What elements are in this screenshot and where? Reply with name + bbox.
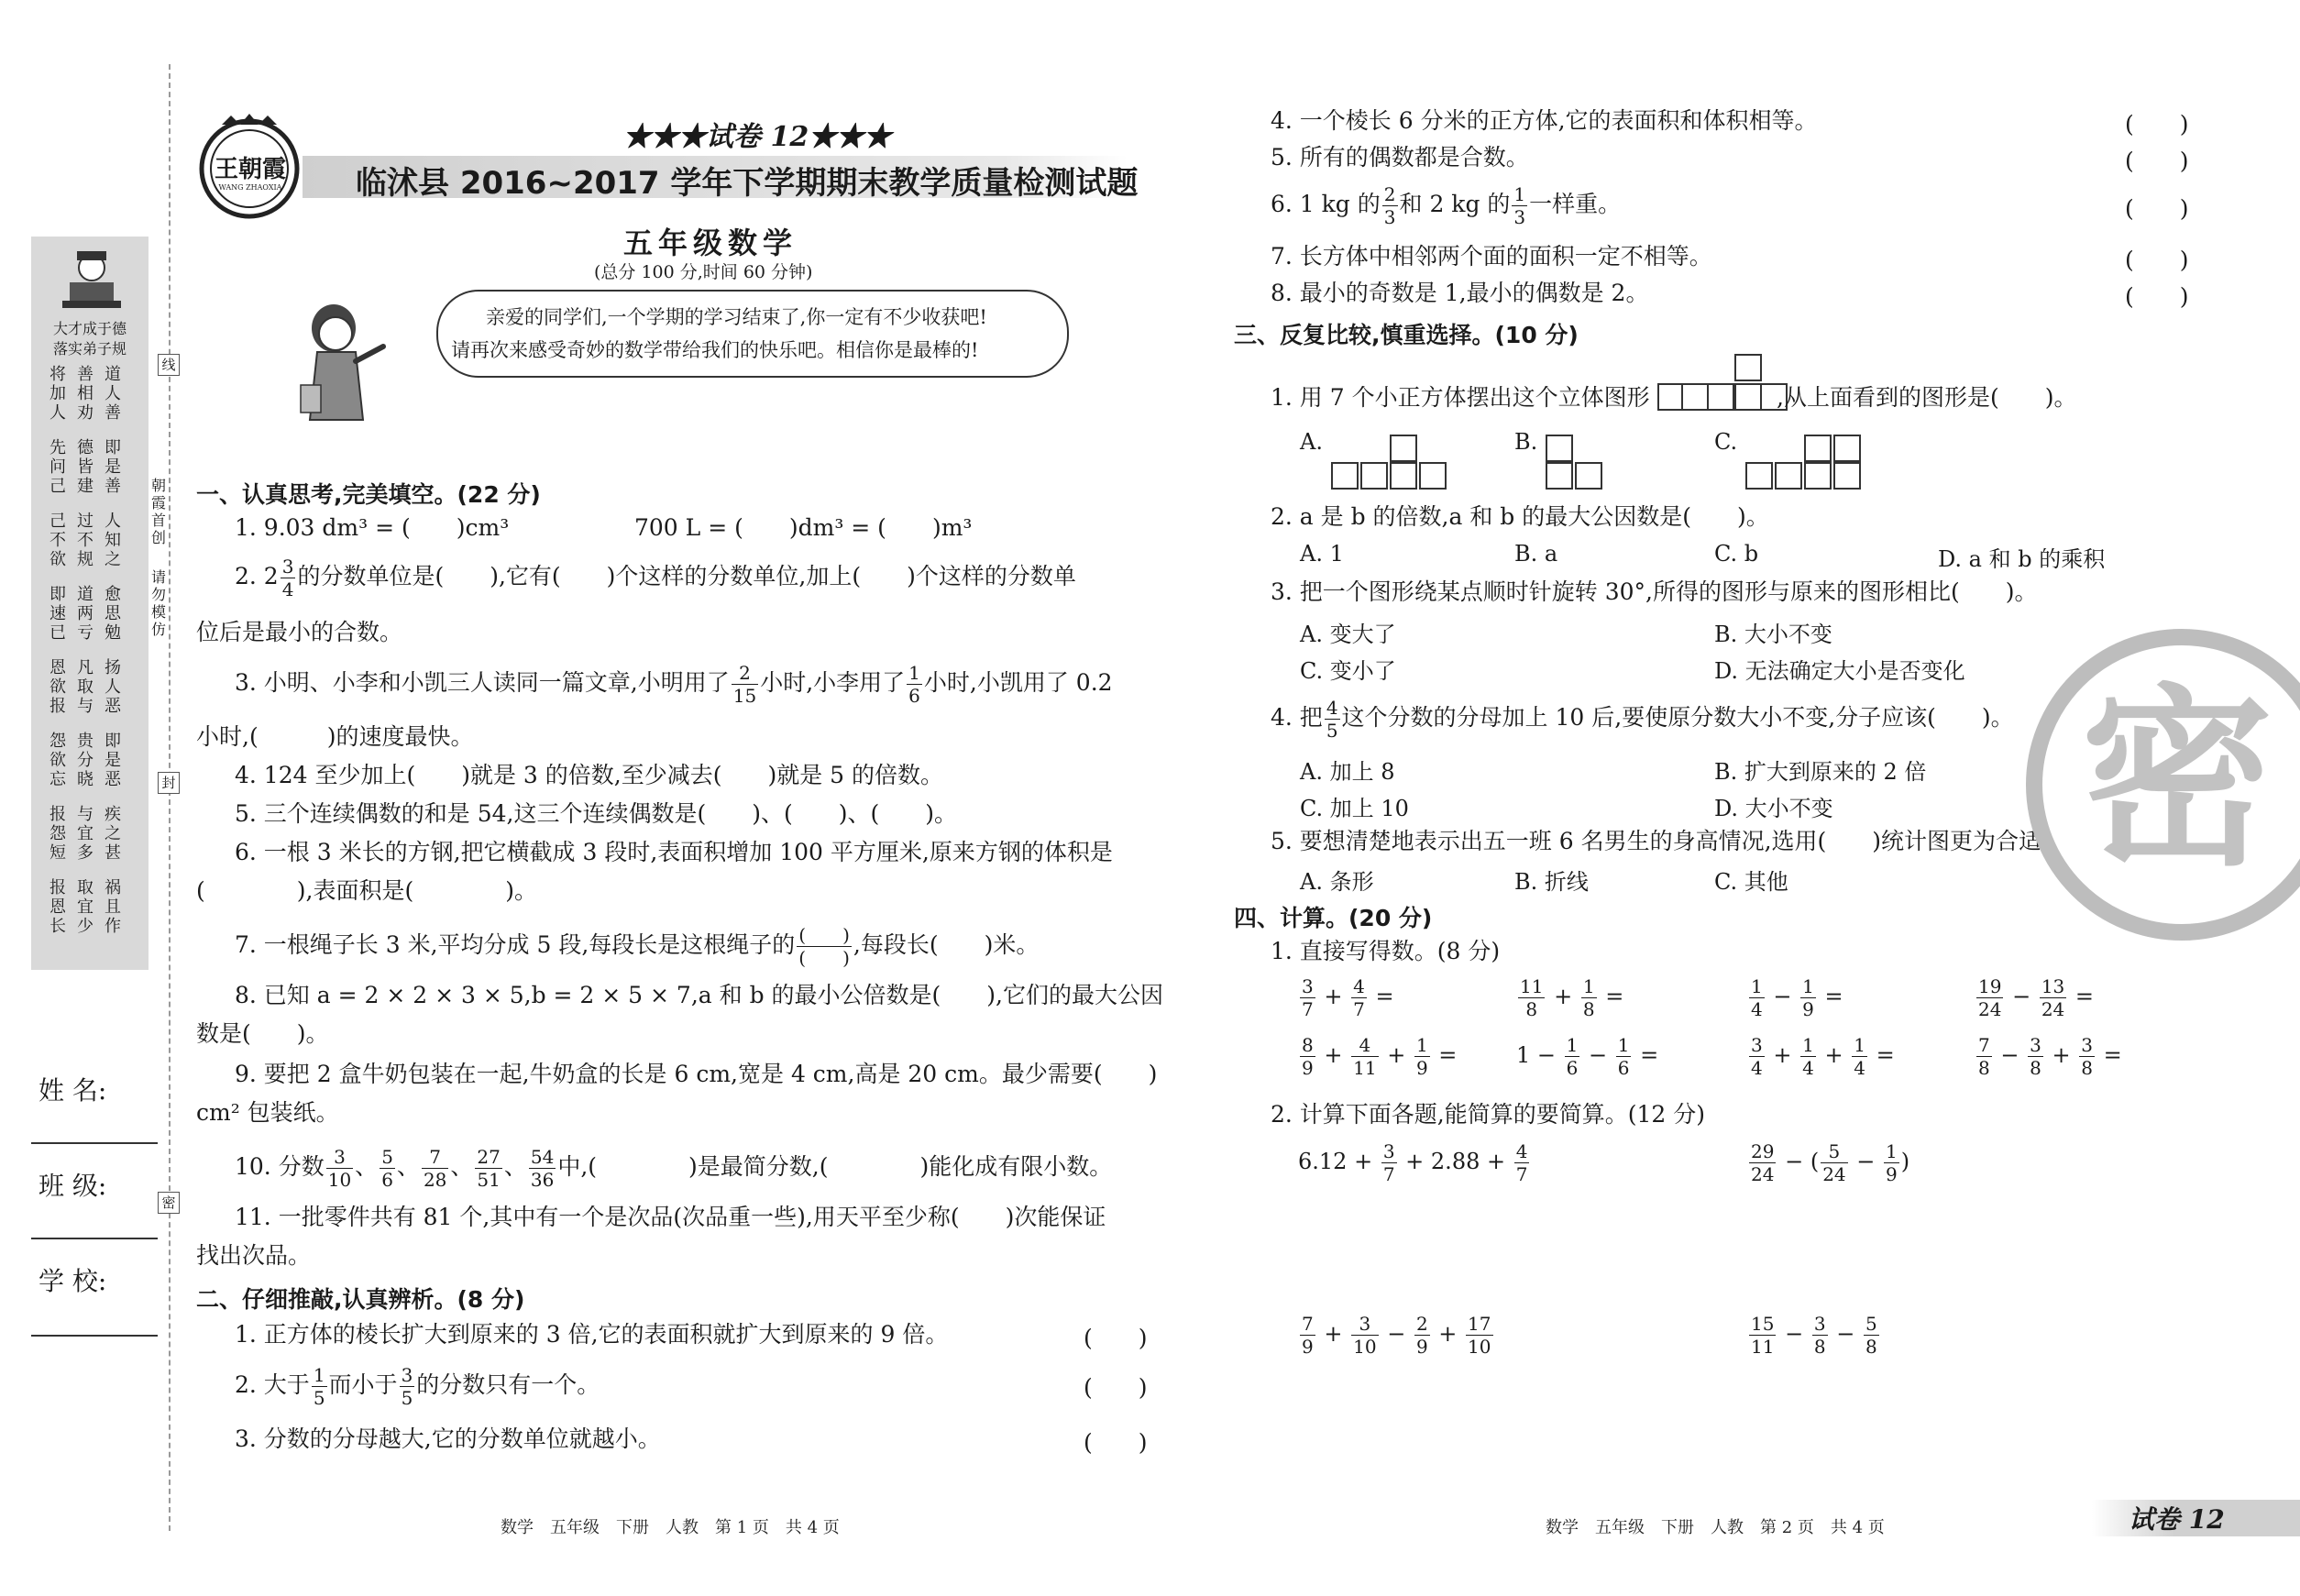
- section3-title: 三、反复比较,慎重选择。(10 分): [1234, 322, 1579, 348]
- footer-badge: 试卷 12: [2129, 1504, 2225, 1535]
- s2-q4-answer-blank[interactable]: ( ): [2125, 111, 2189, 138]
- s3-q4-option-c[interactable]: C. 加上 10: [1300, 796, 1409, 821]
- calc-2-3: $\frac{3}{4}$ + $\frac{1}{4}$ + $\frac{1}{4}$ =: [1751, 1034, 1895, 1079]
- greeting-line-1: 亲爱的同学们,一个学期的学习结束了,你一定有不少收获吧!: [486, 306, 987, 328]
- s1-q7: 7. 一根绳子长 3 米,平均分成 5 段,每段长是这根绳子的 $\frac{( )}{( )}$ ,每段长( )米。: [235, 924, 1040, 969]
- section1-title: 一、认真思考,完美填空。(22 分): [196, 481, 541, 508]
- school-field-label: 学 校:: [39, 1266, 107, 1296]
- sidebar-verse-column: 道两亏: [77, 585, 94, 643]
- s2-q5: 5. 所有的偶数都是合数。: [1271, 144, 1529, 171]
- s2-q5-answer-blank[interactable]: ( ): [2125, 148, 2189, 174]
- sidebar-verse-column: 祸且作: [105, 878, 121, 936]
- calc-2-2: 1 − $\frac{1}{6}$ − $\frac{1}{6}$ =: [1516, 1034, 1659, 1079]
- seal-mark-bottom: 密: [158, 1192, 180, 1214]
- s4-sub2: 2. 计算下面各题,能简算的要简算。(12 分): [1271, 1101, 1706, 1128]
- series-label: ★★★试卷 12★★★: [623, 121, 892, 153]
- name-field-label: 姓 名:: [39, 1075, 107, 1106]
- cartoon-scholar: [55, 244, 128, 314]
- s2-q7-answer-blank[interactable]: ( ): [2125, 247, 2189, 273]
- sidebar-verse-column: 即是恶: [105, 732, 121, 789]
- class-field-line[interactable]: [31, 1238, 158, 1239]
- sidebar-verse-column: 贵分晓: [77, 732, 94, 789]
- sidebar-verse-column: 将加人: [50, 365, 66, 423]
- s1-q5: 5. 三个连续偶数的和是 54,这三个连续偶数是( )、( )、( )。: [235, 800, 958, 827]
- s2-q6-answer-blank[interactable]: ( ): [2125, 195, 2189, 222]
- sidebar-verse-column: 扬人恶: [105, 658, 121, 716]
- brand-logo: [194, 112, 304, 222]
- class-field-label: 班 级:: [39, 1171, 107, 1201]
- sidebar-verse-column: 怨欲忘: [50, 732, 66, 789]
- calc-4-1: $\frac{7}{9}$ + $\frac{3}{10}$ − $\frac{2}{9}$ + $\frac{17}{10}$: [1302, 1313, 1491, 1358]
- s3-q2: 2. a 是 b 的倍数,a 和 b 的最大公因数是( )。: [1271, 503, 1769, 530]
- sidebar-verse-column: 德皆建: [77, 438, 94, 496]
- s3-q3-option-c[interactable]: C. 变小了: [1300, 658, 1396, 684]
- s3-q2-option-c[interactable]: C. b: [1714, 541, 1759, 567]
- s1-q1b: 700 L = ( )dm³ = ( )m³: [634, 514, 973, 541]
- name-field-line[interactable]: [31, 1142, 158, 1144]
- s1-q2-post: 的分数单位是( ),它有( )个这样的分数单位,加上( )个这样的分数单: [297, 563, 1076, 589]
- calc-1-3: $\frac{1}{4}$ − $\frac{1}{9}$ =: [1751, 975, 1843, 1020]
- sidebar-verse-column: 与宜多: [77, 805, 94, 863]
- vertical-note-2: 请勿模仿: [150, 568, 166, 638]
- sidebar-verse-column: 即速已: [50, 585, 66, 643]
- s3-q5-option-a[interactable]: A. 条形: [1300, 869, 1374, 895]
- brand-logo-sub: WANG ZHAOXIA: [218, 183, 282, 192]
- s1-q8-line2: 数是( )。: [196, 1020, 329, 1047]
- greeting-line-2: 请再次来感受奇妙的数学带给我们的快乐吧。相信你是最棒的!: [451, 339, 979, 361]
- s1-q11-line2: 找出次品。: [196, 1242, 312, 1269]
- s3-q2-option-a[interactable]: A. 1: [1300, 541, 1344, 567]
- sidebar-verse-column: 过不规: [77, 512, 94, 569]
- stamp-char: 密: [2081, 667, 2274, 892]
- s2-q2-answer-blank[interactable]: ( ): [1084, 1374, 1148, 1401]
- s2-q4: 4. 一个棱长 6 分米的正方体,它的表面积和体积相等。: [1271, 107, 1818, 134]
- s1-q6: 6. 一根 3 米长的方钢,把它横截成 3 段时,表面积增加 100 平方厘米,原来方钢的体积是: [235, 839, 1113, 865]
- s2-q1-answer-blank[interactable]: ( ): [1084, 1325, 1148, 1351]
- seal-mark-top: 线: [158, 354, 180, 376]
- s1-q2-pre: 2. 2: [235, 563, 279, 589]
- calc-3-1: 6.12 + $\frac{3}{7}$ + 2.88 + $\frac{4}{7}$: [1298, 1140, 1528, 1185]
- s1-q4: 4. 124 至少加上( )就是 3 的倍数,至少减去( )就是 5 的倍数。: [235, 762, 944, 788]
- calc-3-2: $\frac{29}{24}$ − ( $\frac{5}{24}$ − $\frac{1}{9}$ ): [1751, 1140, 1910, 1185]
- s1-q6-line2: ( ),表面积是( )。: [196, 877, 537, 904]
- s1-q3: 3. 小明、小李和小凯三人读同一篇文章,小明用了 $\frac{2}{15}$ 小时,小李用了 $\frac{1}{6}$ 小时,小凯用了 0.2: [235, 662, 1113, 707]
- sidebar-verse-column: 愈思勉: [105, 585, 121, 643]
- calc-1-1: $\frac{3}{7}$ + $\frac{4}{7}$ =: [1302, 975, 1394, 1020]
- sidebar-motto-2: 落实弟子规: [52, 340, 127, 358]
- s3-q2-option-b[interactable]: B. a: [1514, 541, 1558, 567]
- sidebar-verse-column: 即是善: [105, 438, 121, 496]
- s2-q8-answer-blank[interactable]: ( ): [2125, 283, 2189, 310]
- sidebar-verse-column: 道人善: [105, 365, 121, 423]
- s3-q5-option-b[interactable]: B. 折线: [1514, 869, 1589, 895]
- sidebar-verse-column: 报怨短: [50, 805, 66, 863]
- s1-q2-line2: 位后是最小的合数。: [196, 619, 403, 645]
- s3-q4: 4. 把 $\frac{4}{5}$ 这个分数的分母加上 10 后,要使原分数大小不变,分子应该( )。: [1271, 697, 2014, 742]
- sidebar-verse-column: 己不欲: [50, 512, 66, 569]
- calc-2-1: $\frac{8}{9}$ + $\frac{4}{11}$ + $\frac{1}{9}$ =: [1302, 1034, 1458, 1079]
- s4-sub1: 1. 直接写得数。(8 分): [1271, 938, 1501, 964]
- s2-q1: 1. 正方体的棱长扩大到原来的 3 倍,它的表面积就扩大到原来的 9 倍。: [235, 1321, 949, 1348]
- secret-stamp: [2026, 629, 2300, 959]
- s3-q5-option-c[interactable]: C. 其他: [1714, 869, 1788, 895]
- s3-q1-option-b-label[interactable]: B.: [1514, 429, 1538, 455]
- footer-left: 数学 五年级 下册 人教 第 1 页 共 4 页: [501, 1518, 840, 1537]
- s1-q9: 9. 要把 2 盒牛奶包装在一起,牛奶盒的长是 6 cm,宽是 4 cm,高是 20 cm。最少需要( ): [235, 1061, 1158, 1087]
- s3-q5: 5. 要想清楚地表示出五一班 6 名男生的身高情况,选用( )统计图更为合适。: [1271, 828, 2065, 854]
- sidebar-verse-column: 恩欲报: [50, 658, 66, 716]
- section2-title: 二、仔细推敲,认真辨析。(8 分): [196, 1286, 525, 1313]
- s2-q8: 8. 最小的奇数是 1,最小的偶数是 2。: [1271, 280, 1649, 306]
- s3-q1-post: ,从上面看到的图形是( )。: [1777, 384, 2077, 411]
- s1-q2-fraction: $\frac{3}{4}$: [281, 556, 294, 600]
- sidebar-verse-column: 凡取与: [77, 658, 94, 716]
- brand-logo-text: 王朝霞: [215, 156, 287, 183]
- sidebar-verse-column: 取宜少: [77, 878, 94, 936]
- s1-q1a: 1. 9.03 dm³ = ( )cm³: [235, 514, 510, 541]
- s3-q4-option-a[interactable]: A. 加上 8: [1300, 759, 1395, 785]
- s3-q1-option-a-label[interactable]: A.: [1300, 429, 1323, 455]
- school-field-line[interactable]: [31, 1335, 158, 1337]
- sidebar-motto-1: 大才成于德: [52, 320, 127, 337]
- s1-q3-fraction-1: $\frac{2}{15}$: [732, 662, 757, 707]
- vertical-note-1: 朝霞首创: [150, 477, 166, 546]
- s3-q3-option-b[interactable]: B. 大小不变: [1714, 622, 1832, 647]
- s3-q1-pre: 1. 用 7 个小正方体摆出这个立体图形: [1271, 384, 1650, 411]
- sidebar-verse-column: 先问己: [50, 438, 66, 496]
- calc-1-2: $\frac{11}{8}$ + $\frac{1}{8}$ =: [1520, 975, 1624, 1020]
- sidebar-verse-column: 报恩长: [50, 878, 66, 936]
- s2-q3: 3. 分数的分母越大,它的分数单位就越小。: [235, 1425, 661, 1452]
- sidebar-verse-column: 人知之: [105, 512, 121, 569]
- s1-q11: 11. 一批零件共有 81 个,其中有一个是次品(次品重一些),用天平至少称( )次能保证: [235, 1204, 1106, 1230]
- calc-2-4: $\frac{7}{8}$ − $\frac{3}{8}$ + $\frac{3}{8}$ =: [1978, 1034, 2122, 1079]
- calc-4-2: $\frac{15}{11}$ − $\frac{3}{8}$ − $\frac{5}{8}$: [1751, 1313, 1877, 1358]
- sidebar-verse-column: 善相劝: [77, 365, 94, 423]
- s1-q10: 10. 分数 $\frac{3}{10}$ 、 $\frac{5}{6}$ 、 $\frac{7}{28}$ 、 $\frac{27}{51}$ 、 $\frac{54}{36}$ 中,( )是最简分数,( )能化成有限小数。: [235, 1146, 1113, 1191]
- s1-q3-line2: 小时,( )的速度最快。: [196, 723, 474, 750]
- score-time-note: (总分 100 分,时间 60 分钟): [594, 262, 813, 282]
- s3-q2-option-d[interactable]: D. a 和 b 的乘积: [1938, 546, 2106, 572]
- s3-q3-option-a[interactable]: A. 变大了: [1300, 622, 1396, 647]
- s3-q3: 3. 把一个图形绕某点顺时针旋转 30°,所得的图形与原来的图形相比( )。: [1271, 578, 2038, 605]
- exam-title: 临沭县 2016~2017 学年下学期期末教学质量检测试题: [356, 165, 1139, 202]
- s2-q3-answer-blank[interactable]: ( ): [1084, 1429, 1148, 1456]
- s3-q1-solid-figure: [1657, 354, 1767, 413]
- calc-1-4: $\frac{19}{24}$ − $\frac{13}{24}$ =: [1978, 975, 2095, 1020]
- footer-right: 数学 五年级 下册 人教 第 2 页 共 4 页: [1546, 1518, 1885, 1537]
- s2-q2: 2. 大于 $\frac{1}{5}$ 而小于 $\frac{3}{5}$ 的分数只有一个。: [235, 1364, 600, 1409]
- sidebar-verse-column: 疾之甚: [105, 805, 121, 863]
- s3-q3-option-d[interactable]: D. 无法确定大小是否变化: [1714, 658, 1965, 684]
- s3-q4-option-d[interactable]: D. 大小不变: [1714, 796, 1833, 821]
- seal-mark-mid: 封: [158, 772, 180, 794]
- s3-q4-option-b[interactable]: B. 扩大到原来的 2 倍: [1714, 759, 1927, 785]
- s3-q1-option-c-label[interactable]: C.: [1714, 429, 1738, 455]
- s1-q8: 8. 已知 a = 2 × 2 × 3 × 5,b = 2 × 5 × 7,a 和 b 的最小公倍数是( ),它们的最大公因: [235, 982, 1163, 1008]
- subject-title: 五年级数学: [623, 226, 798, 260]
- s1-q3-fraction-2: $\frac{1}{6}$: [908, 662, 920, 707]
- s1-q9-line2: cm² 包装纸。: [196, 1099, 339, 1126]
- s2-q6: 6. 1 kg 的 $\frac{2}{3}$ 和 2 kg 的 $\frac{1}{3}$ 一样重。: [1271, 183, 1622, 228]
- binding-line: [169, 64, 171, 1531]
- s1-q2: [235, 557, 1076, 599]
- sidebar-verse-columns: [48, 365, 139, 952]
- s1-q7-fraction: $\frac{( )}{( )}$: [798, 924, 850, 969]
- teacher-illustration: [292, 301, 392, 438]
- section4-title: 四、计算。(20 分): [1234, 905, 1433, 931]
- s2-q7: 7. 长方体中相邻两个面的面积一定不相等。: [1271, 243, 1712, 270]
